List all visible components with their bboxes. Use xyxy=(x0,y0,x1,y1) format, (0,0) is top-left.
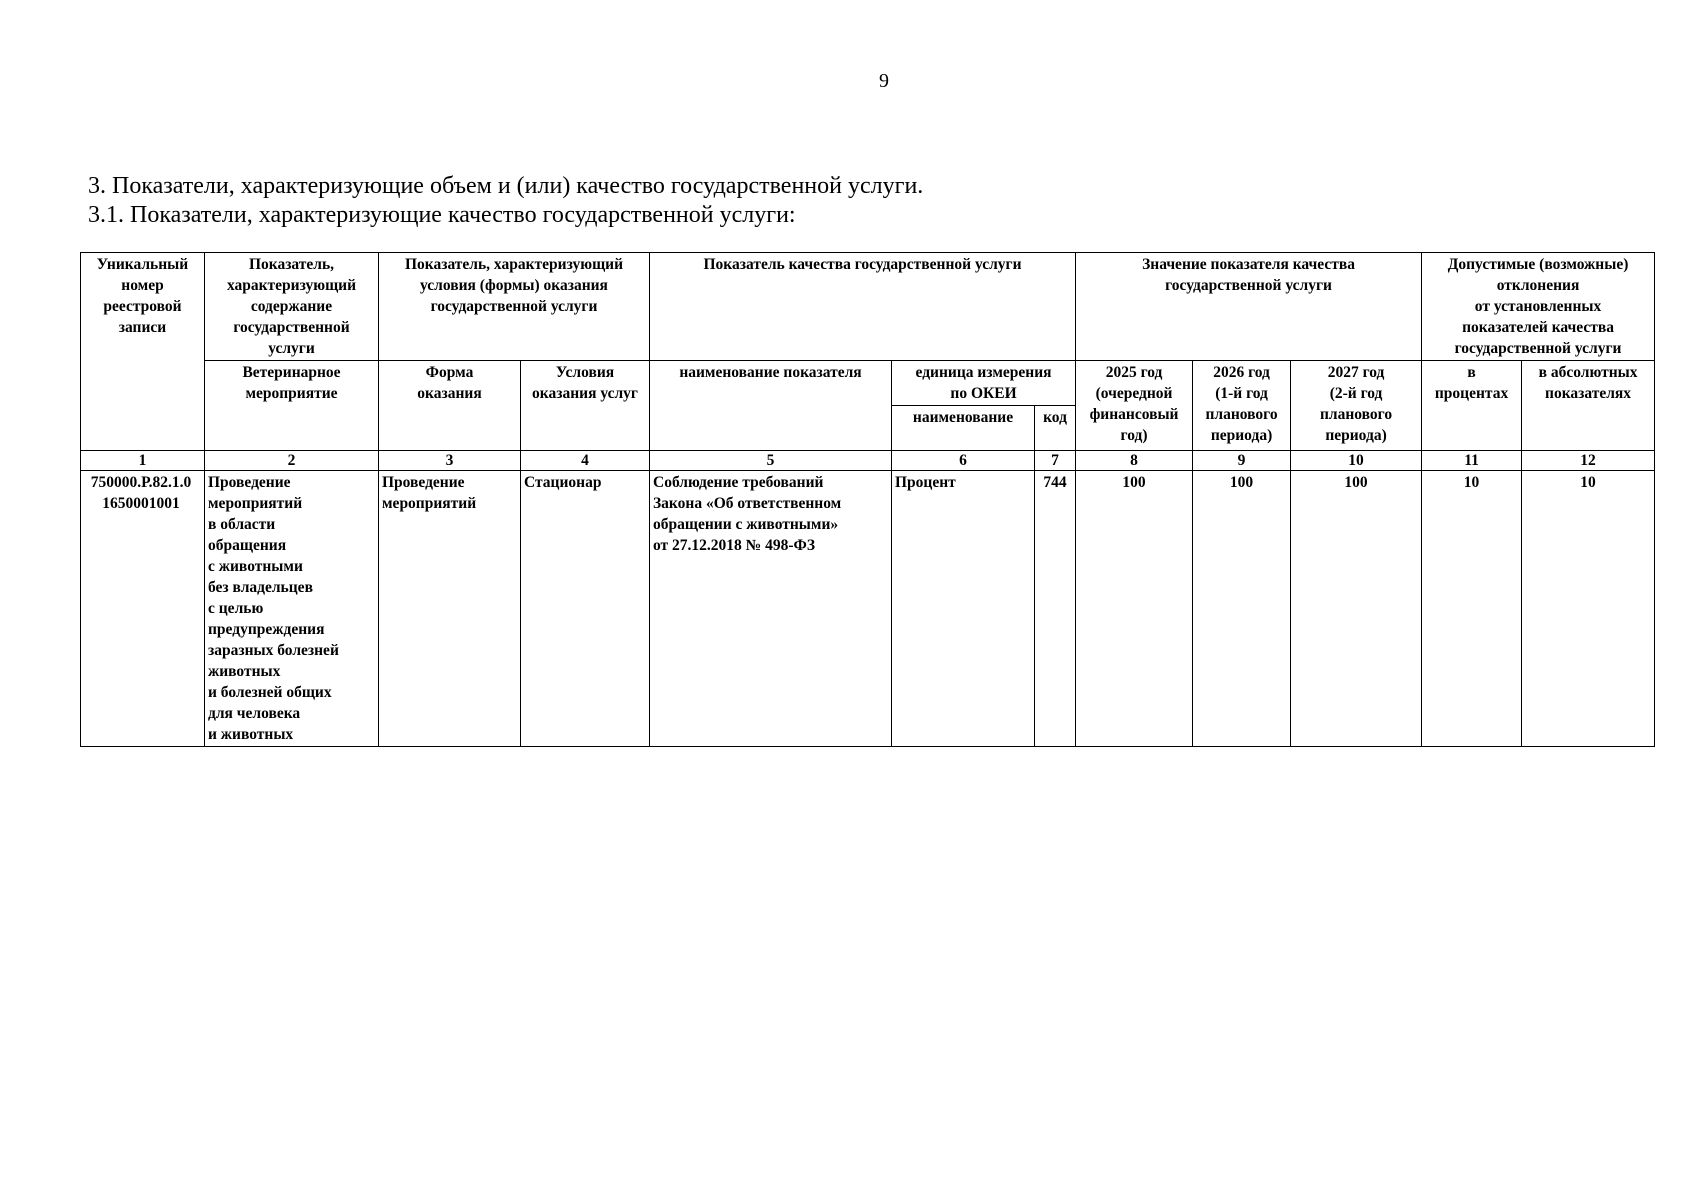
cell-unit-code: 744 xyxy=(1035,471,1076,747)
header-unit-code: код xyxy=(1035,406,1076,451)
header-in-absolute: в абсолютных показателях xyxy=(1522,361,1655,451)
column-number: 6 xyxy=(892,451,1035,471)
header-unit-name: наименование xyxy=(892,406,1035,451)
header-deviations: Допустимые (возможные) отклонения от установленных показателей качества государственной услуги xyxy=(1422,253,1655,361)
header-conditions-indicator: Показатель, характеризующий условия (формы) оказания государственной услуги xyxy=(379,253,650,361)
column-number-row xyxy=(81,451,1655,471)
cell-deviation-absolute: 10 xyxy=(1522,471,1655,747)
header-vet-event: Ветеринарное мероприятие xyxy=(205,361,379,451)
table-header-row-1 xyxy=(81,253,1655,361)
cell-conditions: Стационар xyxy=(521,471,650,747)
column-number: 2 xyxy=(205,451,379,471)
column-number: 7 xyxy=(1035,451,1076,471)
cell-form: Проведение мероприятий xyxy=(379,471,521,747)
cell-vet-event: Проведение мероприятий в области обращения с животными без владельцев с целью предупреждения заразных болезней животных и болезней общих для человека и животных xyxy=(205,471,379,747)
header-conditions: Условия оказания услуг xyxy=(521,361,650,451)
column-number: 12 xyxy=(1522,451,1655,471)
column-number: 3 xyxy=(379,451,521,471)
table-header-row-2 xyxy=(81,361,1655,406)
column-number: 11 xyxy=(1422,451,1522,471)
column-number: 10 xyxy=(1291,451,1422,471)
table-row xyxy=(81,471,1655,747)
section-heading: 3. Показатели, характеризующие объем и (или) качество государственной услуги. xyxy=(88,173,924,199)
header-quality-value: Значение показателя качества государственной услуги xyxy=(1076,253,1422,361)
header-year-2025: 2025 год (очередной финансовый год) xyxy=(1076,361,1193,451)
cell-value-2026: 100 xyxy=(1193,471,1291,747)
header-form: Форма оказания xyxy=(379,361,521,451)
header-registry-number: Уникальный номер реестровой записи xyxy=(81,253,205,451)
quality-indicators-table xyxy=(80,252,1655,747)
header-indicator-name: наименование показателя xyxy=(650,361,892,451)
subsection-heading: 3.1. Показатели, характеризующие качество государственной услуги: xyxy=(88,202,796,228)
column-number: 4 xyxy=(521,451,650,471)
cell-indicator-name: Соблюдение требований Закона «Об ответственном обращении с животными» от 27.12.2018 № 498-ФЗ xyxy=(650,471,892,747)
column-number: 8 xyxy=(1076,451,1193,471)
header-in-percent: в процентах xyxy=(1422,361,1522,451)
cell-registry-number: 750000.Р.82.1.0 1650001001 xyxy=(81,471,205,747)
header-quality-indicator: Показатель качества государственной услуги xyxy=(650,253,1076,361)
cell-value-2025: 100 xyxy=(1076,471,1193,747)
column-number: 1 xyxy=(81,451,205,471)
cell-unit-name: Процент xyxy=(892,471,1035,747)
header-content-indicator: Показатель, характеризующий содержание государственной услуги xyxy=(205,253,379,361)
cell-value-2027: 100 xyxy=(1291,471,1422,747)
header-year-2026: 2026 год (1-й год планового периода) xyxy=(1193,361,1291,451)
header-year-2027: 2027 год (2-й год планового периода) xyxy=(1291,361,1422,451)
page-number: 9 xyxy=(879,70,889,92)
cell-deviation-percent: 10 xyxy=(1422,471,1522,747)
column-number: 9 xyxy=(1193,451,1291,471)
header-unit-okei: единица измерения по ОКЕИ xyxy=(892,361,1076,406)
column-number: 5 xyxy=(650,451,892,471)
